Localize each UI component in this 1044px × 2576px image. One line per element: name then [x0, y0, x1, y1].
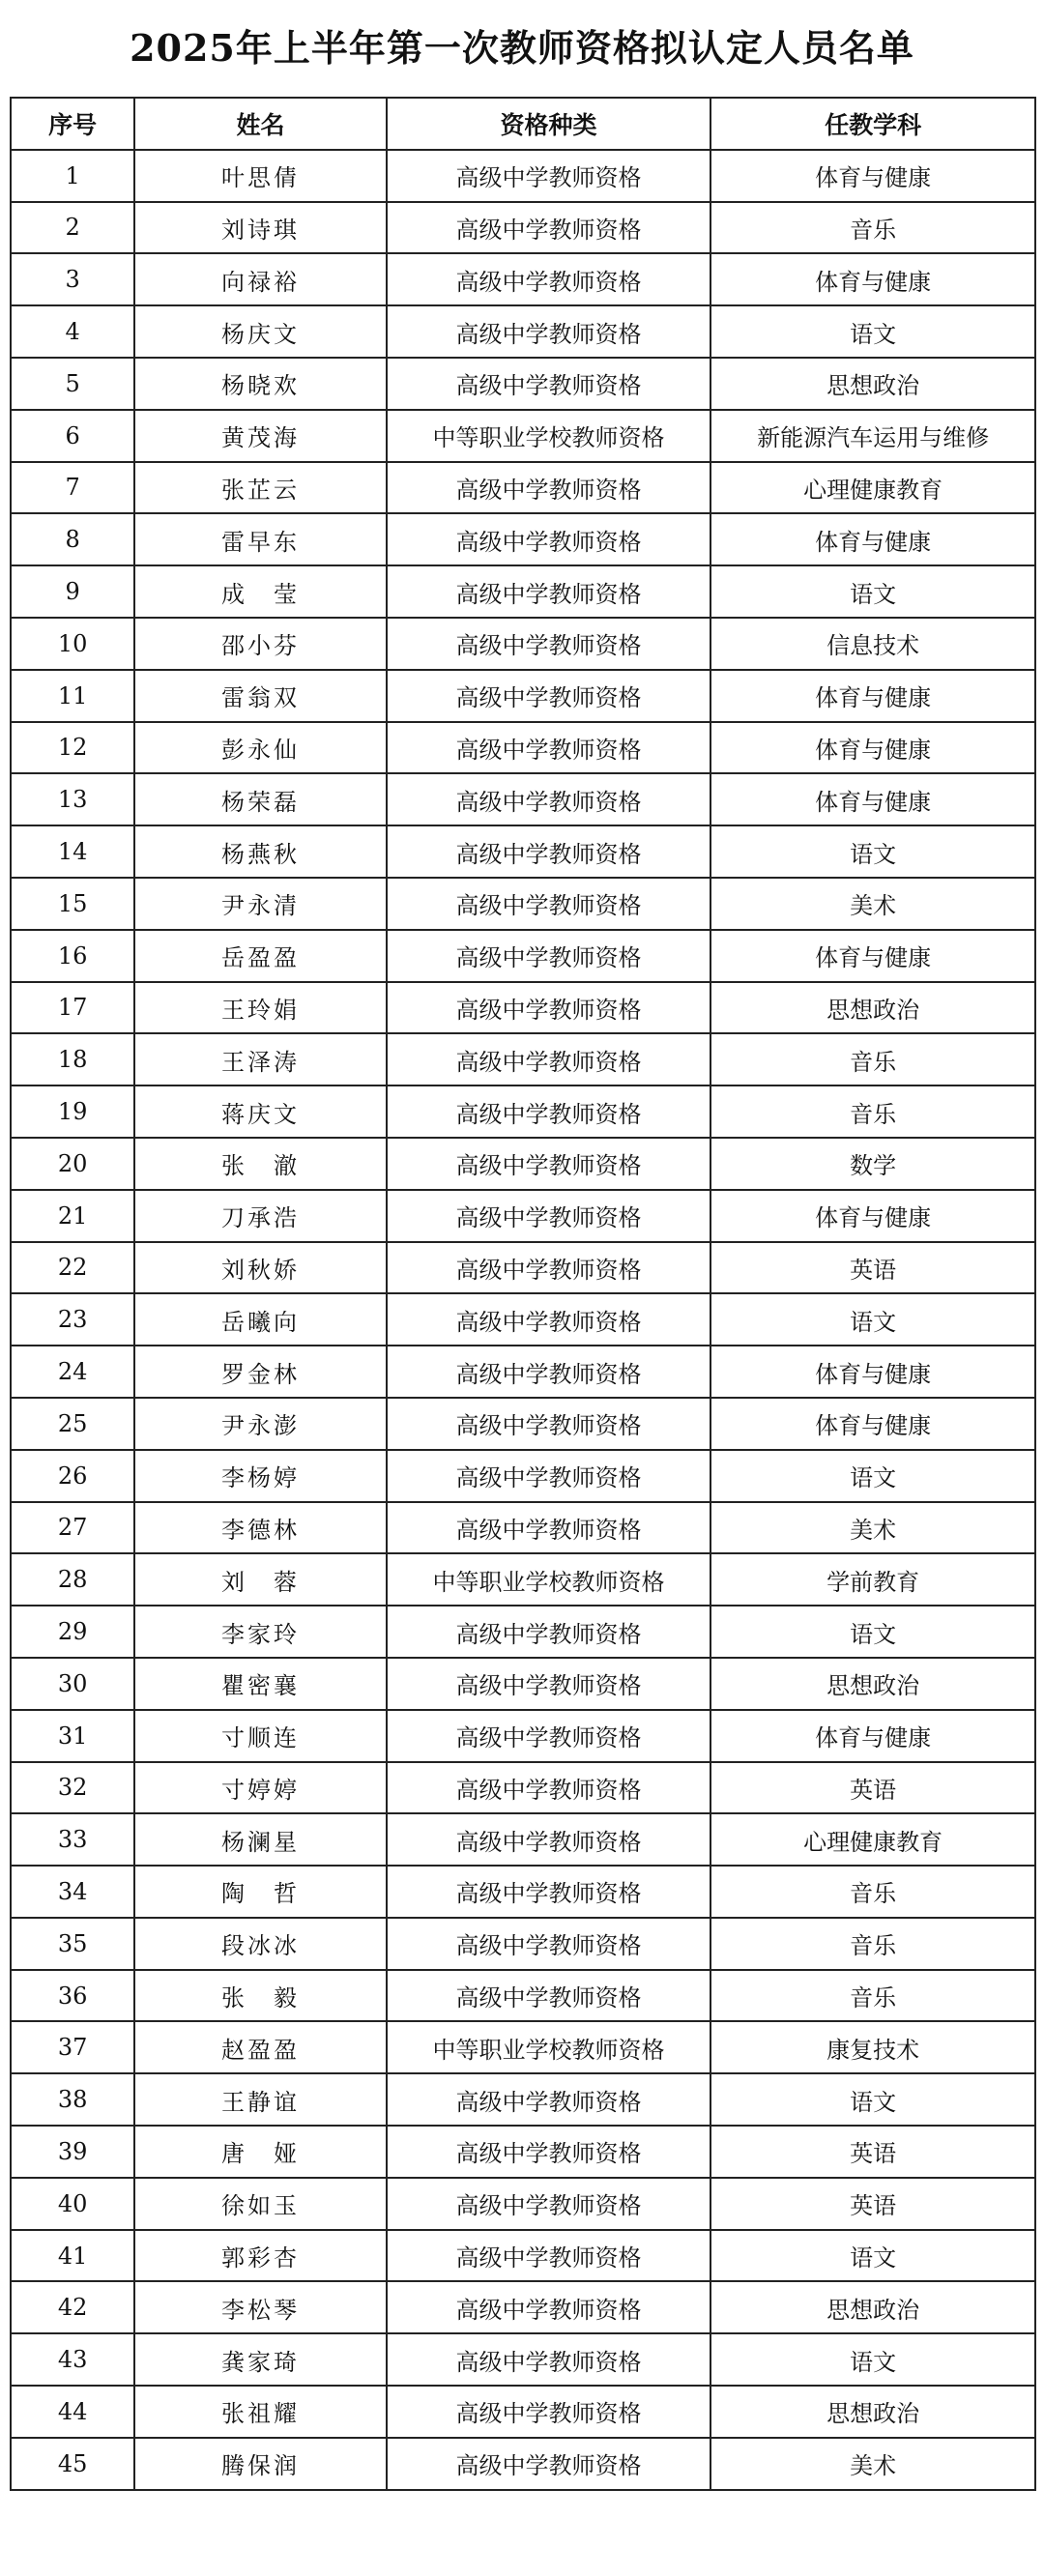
document-title: 2025年上半年第一次教师资格拟认定人员名单: [130, 26, 914, 70]
cell-qualification: 高级中学教师资格: [387, 2386, 711, 2438]
cell-index: 37: [11, 2021, 134, 2073]
cell-name: 李家玲: [134, 1606, 386, 1658]
cell-qualification: 高级中学教师资格: [387, 2178, 711, 2230]
cell-qualification: 高级中学教师资格: [387, 825, 711, 878]
table-row: [11, 2333, 1035, 2386]
cell-subject: 音乐: [710, 1085, 1035, 1138]
cell-qualification: 高级中学教师资格: [387, 1242, 711, 1294]
cell-qualification: 高级中学教师资格: [387, 1762, 711, 1814]
cell-subject: 美术: [710, 878, 1035, 930]
header-index: 序号: [11, 98, 134, 150]
table-row: [11, 1085, 1035, 1138]
cell-qualification: 高级中学教师资格: [387, 2230, 711, 2282]
cell-qualification: 高级中学教师资格: [387, 150, 711, 202]
table-row: [11, 982, 1035, 1034]
table-row: [11, 2073, 1035, 2126]
cell-name: 唐 娅: [134, 2126, 386, 2178]
cell-subject: 体育与健康: [710, 1710, 1035, 1762]
cell-qualification: 高级中学教师资格: [387, 2333, 711, 2386]
cell-index: 20: [11, 1138, 134, 1190]
cell-qualification: 高级中学教师资格: [387, 930, 711, 982]
cell-name: 叶思倩: [134, 150, 386, 202]
cell-subject: 英语: [710, 2126, 1035, 2178]
table-row: [11, 1553, 1035, 1606]
cell-qualification: 高级中学教师资格: [387, 1866, 711, 1918]
table-row: [11, 2178, 1035, 2230]
cell-subject: 心理健康教育: [710, 1813, 1035, 1866]
header-qualification: 资格种类: [387, 98, 711, 150]
table-row: [11, 1970, 1035, 2022]
cell-subject: 体育与健康: [710, 1190, 1035, 1242]
cell-index: 43: [11, 2333, 134, 2386]
cell-name: 徐如玉: [134, 2178, 386, 2230]
table-row: [11, 513, 1035, 565]
cell-qualification: 中等职业学校教师资格: [387, 1553, 711, 1606]
cell-name: 张祖耀: [134, 2386, 386, 2438]
cell-subject: 音乐: [710, 1033, 1035, 1085]
cell-qualification: 高级中学教师资格: [387, 1085, 711, 1138]
table-row: [11, 1398, 1035, 1450]
table-row: [11, 1762, 1035, 1814]
cell-index: 11: [11, 670, 134, 722]
cell-qualification: 高级中学教师资格: [387, 2281, 711, 2333]
table-row: [11, 358, 1035, 410]
cell-subject: 体育与健康: [710, 150, 1035, 202]
cell-subject: 数学: [710, 1138, 1035, 1190]
cell-subject: 音乐: [710, 1918, 1035, 1970]
cell-index: 39: [11, 2126, 134, 2178]
cell-index: 22: [11, 1242, 134, 1294]
cell-index: 31: [11, 1710, 134, 1762]
cell-index: 29: [11, 1606, 134, 1658]
cell-qualification: 高级中学教师资格: [387, 722, 711, 774]
cell-name: 寸婷婷: [134, 1762, 386, 1814]
table-body: [11, 150, 1035, 2490]
cell-subject: 思想政治: [710, 1658, 1035, 1710]
cell-index: 45: [11, 2438, 134, 2490]
cell-subject: 体育与健康: [710, 722, 1035, 774]
cell-subject: 英语: [710, 2178, 1035, 2230]
cell-subject: 语文: [710, 1450, 1035, 1502]
cell-name: 杨荣磊: [134, 773, 386, 825]
cell-index: 21: [11, 1190, 134, 1242]
candidate-table: [10, 97, 1036, 2491]
cell-index: 44: [11, 2386, 134, 2438]
table-row: [11, 2126, 1035, 2178]
cell-index: 18: [11, 1033, 134, 1085]
cell-name: 赵盈盈: [134, 2021, 386, 2073]
cell-name: 雷翁双: [134, 670, 386, 722]
cell-name: 王玲娟: [134, 982, 386, 1034]
table-row: [11, 1346, 1035, 1398]
cell-index: 23: [11, 1293, 134, 1346]
cell-name: 杨晓欢: [134, 358, 386, 410]
cell-subject: 体育与健康: [710, 513, 1035, 565]
cell-subject: 体育与健康: [710, 773, 1035, 825]
cell-index: 8: [11, 513, 134, 565]
cell-subject: 语文: [710, 305, 1035, 358]
cell-subject: 音乐: [710, 1866, 1035, 1918]
cell-qualification: 高级中学教师资格: [387, 773, 711, 825]
cell-qualification: 高级中学教师资格: [387, 1918, 711, 1970]
cell-qualification: 高级中学教师资格: [387, 1033, 711, 1085]
cell-qualification: 高级中学教师资格: [387, 1450, 711, 1502]
table-row: [11, 670, 1035, 722]
cell-subject: 美术: [710, 1502, 1035, 1554]
table-row: [11, 1242, 1035, 1294]
header-name: 姓名: [134, 98, 386, 150]
cell-qualification: 高级中学教师资格: [387, 202, 711, 254]
cell-index: 33: [11, 1813, 134, 1866]
table-row: [11, 878, 1035, 930]
cell-subject: 体育与健康: [710, 253, 1035, 305]
table-row: [11, 773, 1035, 825]
cell-index: 35: [11, 1918, 134, 1970]
cell-index: 2: [11, 202, 134, 254]
cell-subject: 语文: [710, 2230, 1035, 2282]
table-row: [11, 2281, 1035, 2333]
cell-name: 岳盈盈: [134, 930, 386, 982]
table-row: [11, 202, 1035, 254]
cell-subject: 体育与健康: [710, 1398, 1035, 1450]
cell-name: 岳曦向: [134, 1293, 386, 1346]
cell-subject: 思想政治: [710, 358, 1035, 410]
cell-subject: 美术: [710, 2438, 1035, 2490]
cell-name: 杨庆文: [134, 305, 386, 358]
cell-index: 10: [11, 618, 134, 670]
cell-index: 17: [11, 982, 134, 1034]
cell-qualification: 高级中学教师资格: [387, 670, 711, 722]
cell-qualification: 高级中学教师资格: [387, 1293, 711, 1346]
table-row: [11, 2386, 1035, 2438]
cell-name: 郭彩杏: [134, 2230, 386, 2282]
cell-qualification: 高级中学教师资格: [387, 1190, 711, 1242]
cell-subject: 体育与健康: [710, 930, 1035, 982]
cell-qualification: 高级中学教师资格: [387, 878, 711, 930]
table-row: [11, 1658, 1035, 1710]
cell-subject: 学前教育: [710, 1553, 1035, 1606]
cell-name: 张 毅: [134, 1970, 386, 2022]
cell-subject: 康复技术: [710, 2021, 1035, 2073]
cell-index: 9: [11, 565, 134, 618]
cell-subject: 语文: [710, 565, 1035, 618]
cell-name: 李松琴: [134, 2281, 386, 2333]
cell-name: 杨燕秋: [134, 825, 386, 878]
cell-qualification: 高级中学教师资格: [387, 1710, 711, 1762]
cell-qualification: 高级中学教师资格: [387, 982, 711, 1034]
cell-index: 4: [11, 305, 134, 358]
cell-subject: 语文: [710, 2073, 1035, 2126]
cell-name: 成 莹: [134, 565, 386, 618]
cell-qualification: 高级中学教师资格: [387, 1970, 711, 2022]
cell-qualification: 高级中学教师资格: [387, 2438, 711, 2490]
cell-qualification: 高级中学教师资格: [387, 1502, 711, 1554]
cell-name: 王静谊: [134, 2073, 386, 2126]
cell-index: 32: [11, 1762, 134, 1814]
cell-subject: 心理健康教育: [710, 462, 1035, 514]
table-row: [11, 565, 1035, 618]
cell-qualification: 高级中学教师资格: [387, 1813, 711, 1866]
cell-subject: 语文: [710, 1606, 1035, 1658]
cell-index: 3: [11, 253, 134, 305]
cell-index: 13: [11, 773, 134, 825]
table-row: [11, 150, 1035, 202]
cell-name: 雷早东: [134, 513, 386, 565]
cell-name: 尹永澎: [134, 1398, 386, 1450]
cell-subject: 音乐: [710, 202, 1035, 254]
cell-qualification: 高级中学教师资格: [387, 1658, 711, 1710]
cell-name: 陶 哲: [134, 1866, 386, 1918]
cell-qualification: 高级中学教师资格: [387, 565, 711, 618]
cell-subject: 体育与健康: [710, 1346, 1035, 1398]
cell-index: 28: [11, 1553, 134, 1606]
table-row: [11, 722, 1035, 774]
table-row: [11, 410, 1035, 462]
cell-subject: 英语: [710, 1762, 1035, 1814]
table-row: [11, 1502, 1035, 1554]
table-header-row: [11, 98, 1035, 150]
table-row: [11, 1606, 1035, 1658]
cell-name: 蒋庆文: [134, 1085, 386, 1138]
cell-qualification: 高级中学教师资格: [387, 2073, 711, 2126]
cell-name: 尹永清: [134, 878, 386, 930]
cell-index: 41: [11, 2230, 134, 2282]
cell-name: 刘诗琪: [134, 202, 386, 254]
cell-index: 7: [11, 462, 134, 514]
cell-name: 瞿密襄: [134, 1658, 386, 1710]
table-row: [11, 1293, 1035, 1346]
cell-index: 42: [11, 2281, 134, 2333]
cell-index: 16: [11, 930, 134, 982]
cell-qualification: 高级中学教师资格: [387, 618, 711, 670]
table-row: [11, 2230, 1035, 2282]
cell-subject: 语文: [710, 825, 1035, 878]
cell-qualification: 高级中学教师资格: [387, 1346, 711, 1398]
cell-name: 李德林: [134, 1502, 386, 1554]
cell-name: 刀承浩: [134, 1190, 386, 1242]
table-row: [11, 253, 1035, 305]
cell-qualification: 中等职业学校教师资格: [387, 410, 711, 462]
table-row: [11, 1450, 1035, 1502]
cell-name: 龚家琦: [134, 2333, 386, 2386]
cell-name: 黄茂海: [134, 410, 386, 462]
cell-name: 张芷云: [134, 462, 386, 514]
table-row: [11, 1710, 1035, 1762]
table-row: [11, 1918, 1035, 1970]
table-row: [11, 1813, 1035, 1866]
cell-index: 14: [11, 825, 134, 878]
cell-index: 24: [11, 1346, 134, 1398]
cell-subject: 新能源汽车运用与维修: [710, 410, 1035, 462]
cell-name: 刘 蓉: [134, 1553, 386, 1606]
cell-subject: 语文: [710, 2333, 1035, 2386]
cell-index: 38: [11, 2073, 134, 2126]
cell-index: 36: [11, 1970, 134, 2022]
cell-subject: 思想政治: [710, 2281, 1035, 2333]
cell-subject: 思想政治: [710, 982, 1035, 1034]
cell-qualification: 高级中学教师资格: [387, 2126, 711, 2178]
table-row: [11, 825, 1035, 878]
cell-qualification: 高级中学教师资格: [387, 358, 711, 410]
table-row: [11, 1190, 1035, 1242]
cell-index: 5: [11, 358, 134, 410]
cell-qualification: 高级中学教师资格: [387, 462, 711, 514]
cell-qualification: 高级中学教师资格: [387, 1606, 711, 1658]
cell-name: 张 澈: [134, 1138, 386, 1190]
table-row: [11, 1138, 1035, 1190]
cell-name: 段冰冰: [134, 1918, 386, 1970]
cell-name: 李杨婷: [134, 1450, 386, 1502]
cell-qualification: 高级中学教师资格: [387, 253, 711, 305]
cell-subject: 音乐: [710, 1970, 1035, 2022]
cell-name: 王泽涛: [134, 1033, 386, 1085]
cell-qualification: 高级中学教师资格: [387, 1398, 711, 1450]
cell-index: 25: [11, 1398, 134, 1450]
cell-subject: 思想政治: [710, 2386, 1035, 2438]
cell-name: 腾保润: [134, 2438, 386, 2490]
table-row: [11, 618, 1035, 670]
cell-qualification: 高级中学教师资格: [387, 513, 711, 565]
cell-index: 19: [11, 1085, 134, 1138]
table-row: [11, 1033, 1035, 1085]
cell-subject: 语文: [710, 1293, 1035, 1346]
cell-name: 杨澜星: [134, 1813, 386, 1866]
table-row: [11, 2021, 1035, 2073]
cell-index: 26: [11, 1450, 134, 1502]
cell-index: 40: [11, 2178, 134, 2230]
header-subject: 任教学科: [710, 98, 1035, 150]
cell-index: 15: [11, 878, 134, 930]
cell-qualification: 高级中学教师资格: [387, 1138, 711, 1190]
cell-subject: 英语: [710, 1242, 1035, 1294]
cell-name: 寸顺连: [134, 1710, 386, 1762]
cell-index: 6: [11, 410, 134, 462]
cell-name: 罗金林: [134, 1346, 386, 1398]
cell-index: 30: [11, 1658, 134, 1710]
table-row: [11, 930, 1035, 982]
table-row: [11, 2438, 1035, 2490]
table-row: [11, 305, 1035, 358]
cell-index: 27: [11, 1502, 134, 1554]
cell-index: 1: [11, 150, 134, 202]
cell-name: 刘秋娇: [134, 1242, 386, 1294]
cell-name: 邵小芬: [134, 618, 386, 670]
cell-index: 34: [11, 1866, 134, 1918]
cell-name: 向禄裕: [134, 253, 386, 305]
cell-qualification: 高级中学教师资格: [387, 305, 711, 358]
cell-subject: 体育与健康: [710, 670, 1035, 722]
table-row: [11, 1866, 1035, 1918]
cell-index: 12: [11, 722, 134, 774]
cell-qualification: 中等职业学校教师资格: [387, 2021, 711, 2073]
cell-name: 彭永仙: [134, 722, 386, 774]
cell-subject: 信息技术: [710, 618, 1035, 670]
table-row: [11, 462, 1035, 514]
